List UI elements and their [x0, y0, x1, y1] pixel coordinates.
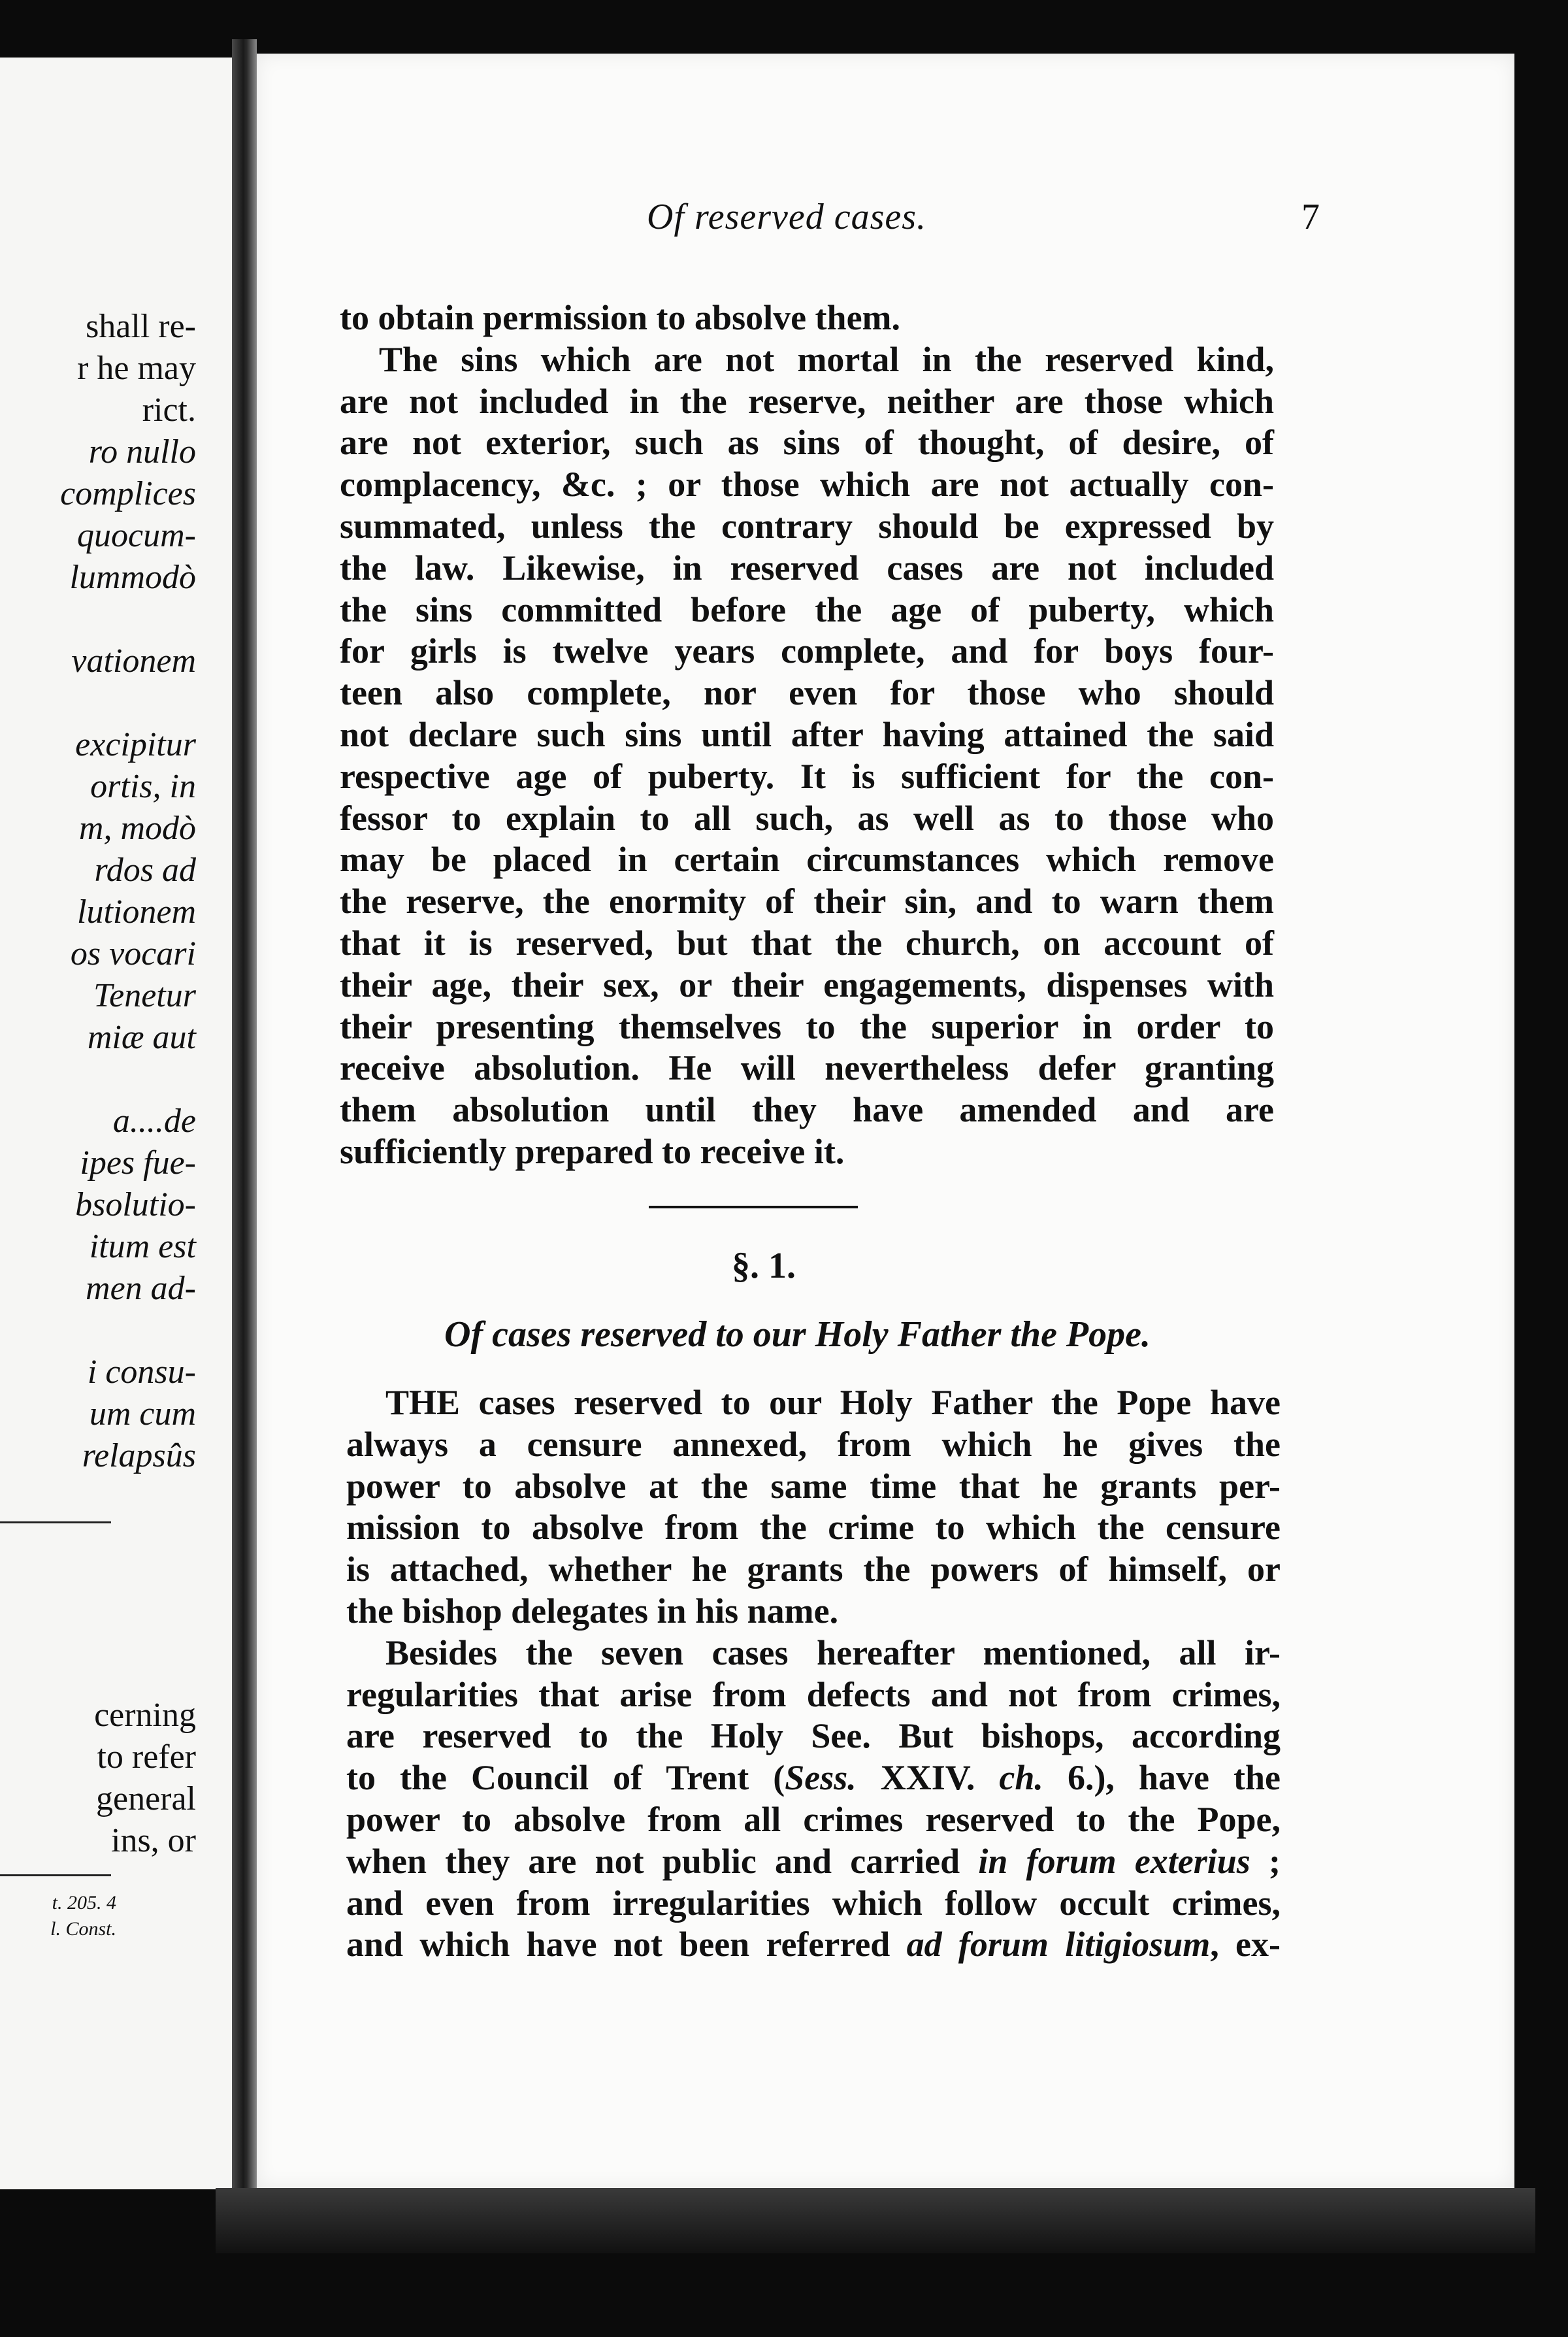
text-run: ; [1250, 1841, 1281, 1881]
left-line: um cum [89, 1395, 196, 1433]
first-word: THE [385, 1383, 461, 1422]
text-line: that it is reserved, but that the church, on account of [340, 923, 1274, 963]
text-line: power to absolve from all crimes reserved to the Pope, [346, 1799, 1281, 1839]
text-line: the law. Likewise, in reserved cases are not included [340, 548, 1274, 588]
left-line: relapsûs [82, 1437, 196, 1474]
book-gutter [232, 39, 257, 2189]
text-line: complacency, &c. ; or those which are not actually con- [340, 465, 1274, 505]
text-line: respective age of puberty. It is sufficient for the con- [340, 756, 1274, 796]
text-line [346, 1757, 1281, 1799]
text-line: are not exterior, such as sins of thought, of desire, of [340, 423, 1274, 463]
running-title: Of reserved cases. [647, 197, 927, 237]
left-footnote-rule [0, 1874, 111, 1876]
text-line: their age, their sex, or their engagements, dispenses with [340, 965, 1274, 1004]
left-line: vationem [71, 642, 196, 680]
left-line: ro nullo [88, 433, 196, 471]
paragraph-reserved-sins [340, 297, 1274, 1173]
left-line: itum est [89, 1228, 196, 1265]
text-line: regularities that arise from defects and not from crimes, [346, 1674, 1281, 1714]
section-title: Of cases reserved to our Holy Father the Pope. [444, 1314, 1151, 1355]
left-line: Tenetur [93, 977, 196, 1014]
left-line: a....de [112, 1102, 196, 1140]
text-line: are reserved to the Holy See. But bishops, according [346, 1716, 1281, 1756]
text-line: sufficiently prepared to receive it. [340, 1131, 845, 1171]
left-line: bsolutio- [75, 1186, 196, 1223]
text-line: fessor to explain to all such, as well as to those who [340, 798, 1274, 838]
text-line: may be placed in certain circumstances which remove [340, 840, 1274, 880]
text-line: are not included in the reserve, neither are those which [340, 381, 1274, 421]
left-line: lutionem [77, 893, 196, 931]
text-line: summated, unless the contrary should be expressed by [340, 506, 1274, 546]
text-run: , ex- [1210, 1925, 1281, 1964]
left-line: m, modò [78, 810, 196, 847]
page-header [340, 196, 1320, 255]
text-line: power to absolve at the same time that he grants per- [346, 1466, 1281, 1506]
left-line: shall re- [86, 308, 196, 345]
left-line: to refer [97, 1738, 196, 1776]
text-line: teen also complete, nor even for those who should [340, 673, 1274, 713]
text-line: and even from irregularities which follow occult crimes, [346, 1883, 1281, 1923]
left-line: os vocari [70, 935, 196, 972]
text-line: them absolution until they have amended and are [340, 1090, 1274, 1130]
page-bottom-edge [216, 2188, 1535, 2253]
left-divider [0, 1521, 111, 1523]
section-divider [649, 1206, 858, 1208]
left-line: rdos ad [94, 852, 196, 889]
left-footnote: l. Const. [50, 1918, 116, 1940]
left-line: r he may [77, 350, 196, 387]
left-line: cerning [94, 1697, 196, 1734]
left-page-lines [0, 58, 243, 2189]
section-number: §. 1. [732, 1246, 796, 1286]
text-line: receive absolution. He will nevertheless defer granting [340, 1048, 1274, 1088]
text-line: not declare such sins until after having attained the said [340, 714, 1274, 754]
text-line: the reserve, the enormity of their sin, and to warn them [340, 882, 1274, 921]
text-line [346, 1382, 1281, 1424]
left-line: complices [60, 475, 196, 512]
text-line: to obtain permission to absolve them. [340, 298, 901, 337]
text-run: to the Council of Trent ( [346, 1758, 785, 1798]
left-page [0, 58, 243, 2189]
left-line: rict. [142, 391, 196, 429]
italic-run: Sess. [785, 1758, 857, 1798]
text-line: is attached, whether he grants the powers of himself, or [346, 1550, 1281, 1589]
left-line: ortis, in [90, 768, 196, 805]
text-line: their presenting themselves to the superior in order to [340, 1006, 1274, 1046]
text-line [346, 1924, 1281, 1966]
text-run: 6.), have the [1043, 1758, 1281, 1798]
italic-run: in forum exterius [978, 1841, 1250, 1881]
left-line: ipes fue- [80, 1144, 196, 1182]
text-run: and which have not been referred [346, 1925, 907, 1964]
page-number: 7 [1301, 197, 1320, 237]
text-line: Besides the seven cases hereafter mentioned, all ir- [385, 1633, 1281, 1672]
text-line: The sins which are not mortal in the reserved kind, [379, 339, 1274, 379]
left-footnote: t. 205. 4 [52, 1892, 116, 1914]
text-line: the bishop delegates in his name. [346, 1591, 839, 1631]
text-line: mission to absolve from the crime to which the censure [346, 1508, 1281, 1548]
italic-run: ch. [999, 1758, 1043, 1798]
left-line: miæ aut [87, 1019, 196, 1056]
left-line: excipitur [75, 726, 196, 763]
section-body [346, 1382, 1281, 1966]
left-line: i consu- [87, 1353, 196, 1391]
left-line: quocum- [77, 517, 196, 554]
text-run: XXIV. [856, 1758, 1000, 1798]
text-line: for girls is twelve years complete, and for boys four- [340, 631, 1274, 671]
left-line: men ad- [86, 1270, 196, 1307]
left-line: general [95, 1780, 196, 1817]
left-line: lummodò [69, 559, 196, 596]
text-run: cases reserved to our Holy Father the Pope have [460, 1383, 1281, 1422]
text-line: always a censure annexed, from which he gives the [346, 1424, 1281, 1464]
text-line: the sins committed before the age of puberty, which [340, 589, 1274, 629]
text-line [346, 1841, 1281, 1883]
text-run: when they are not public and carried [346, 1841, 979, 1881]
left-line: ins, or [111, 1822, 196, 1859]
italic-run: ad forum litigiosum [906, 1925, 1211, 1964]
